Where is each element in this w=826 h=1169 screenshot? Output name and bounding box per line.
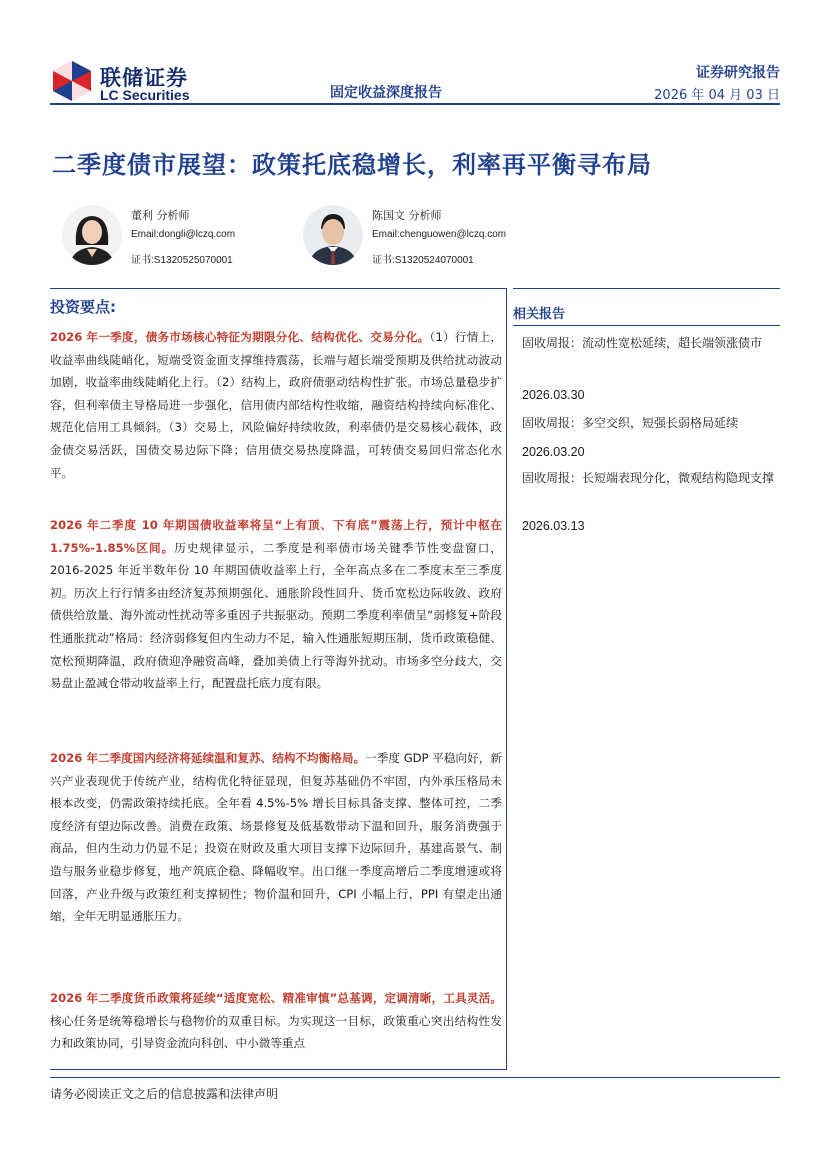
author-photo (303, 205, 363, 265)
report-title: 二季度债市展望：政策托底稳增长，利率再平衡寻布局 (52, 151, 652, 179)
report-series: 证券研究报告 (696, 65, 780, 81)
brand-name-cn: 联储证券 (100, 66, 188, 90)
header-divider (50, 103, 780, 105)
paragraph-lead: 2026 年二季度货币政策将延续“适度宽松、精准审慎”总基调，定调清晰，工具灵活。 (50, 991, 502, 1005)
related-report-date: 2026.03.13 (522, 519, 585, 533)
related-reports-heading: 相关报告 (513, 307, 566, 322)
author-certificate: 证书:S1320524070001 (372, 255, 474, 266)
paragraph-body: 核心任务是统筹稳增长与稳物价的双重目标。为实现这一目标，政策重心突出结构性发力和政策协同，引导资金流向科创、中小微等重点 (50, 1013, 502, 1051)
author-name: 陈国文 分析师 (372, 209, 442, 222)
report-type: 固定收益深度报告 (330, 85, 442, 101)
report-date: 2026 年 04 月 03 日 (654, 88, 780, 103)
main-column-top-rule (50, 288, 506, 289)
brand-name-en: LC Securities (100, 87, 190, 103)
sidebar-top-rule (513, 288, 780, 289)
summary-paragraph (50, 326, 502, 484)
related-report-link[interactable]: 固收周报：流动性宽松延续，超长端领涨债市 (522, 336, 763, 350)
summary-paragraph (50, 747, 502, 928)
related-reports-rule (513, 325, 780, 326)
paragraph-body: 一季度 GDP 平稳向好，新兴产业表现优于传统产业，结构优化特征显现，但复苏基础仍不牢固，内外承压格局未根本改变，仍需政策持续托底。全年看 4.5%-5% 增长目标具备支撑、整体可控，二季度经济有望边际改善。消费在政策、场景修复及低基数带动下温和回升，服务消费强于商品，但内生动力仍显不足；投资在财政及重大项目支撑下边际回升，基建高景气、制造与服务业稳步修复，地产筑底企稳、降幅收窄。出口继一季度高增后二季度增速或将回落，产业升级与政策红利支撑韧性；物价温和回升，CPI 小幅上行，PPI 有望走出通缩，全年无明显通胀压力。 (50, 751, 502, 924)
main-column-bottom-rule (50, 1069, 506, 1070)
related-report-date: 2026.03.30 (522, 388, 585, 402)
summary-paragraph (50, 987, 502, 1055)
summary-paragraph (50, 514, 502, 695)
footer-divider (50, 1077, 780, 1078)
summary-heading: 投资要点: (50, 298, 116, 316)
author-photo (62, 205, 122, 265)
author-email[interactable]: Email:dongli@lczq.com (131, 229, 236, 240)
paragraph-lead: 2026 年二季度国内经济将延续温和复苏、结构不均衡格局。 (50, 751, 366, 765)
lc-logo-icon (52, 60, 92, 102)
author-email[interactable]: Email:chenguowen@lczq.com (372, 229, 507, 240)
related-report-link[interactable]: 固收周报：多空交织，短强长弱格局延续 (522, 416, 739, 430)
paragraph-body: （1）行情上，收益率曲线陡峭化，短端受资金面支撑维持震荡，长端与超长端受预期及供给扰动波动加剧，收益率曲线陡峭化上行。（2）结构上，政府债驱动结构性扩张。市场总量稳步扩容，但利率债主导格局进一步强化，信用债内部结构性收缩，融资结构持续向标准化、规范化信用工具倾斜。（3）交易上，风险偏好持续收敛，利率债仍是交易核心载体，政金债交易活跃，国债交易边际下降；信用债交易热度降温，可转债交易回归常态化水平。 (50, 330, 502, 480)
column-divider (506, 288, 507, 1070)
paragraph-body: 历史规律显示，二季度是利率债市场关键季节性变盘窗口，2016-2025 年近半数年份 10 年期国债收益率上行，全年高点多在二季度末至三季度初。历次上行行情多由经济复苏预期强化、通胀阶段性回升、货币宽松边际收敛、政府债供给放量、海外流动性扰动等多重因子共振驱动。预期二季度利率债呈“弱修复+阶段性通胀扰动”格局：经济弱修复但内生动力不足，输入性通胀短期压制，货币政策稳健、宽松预期降温，政府债迎净融资高峰，叠加美债上行等海外扰动。市场多空分歧大，交易盘止盈减仓带动收益率上行，配置盘托底力度有限。 (50, 540, 502, 691)
paragraph-lead: 2026 年一季度，债务市场核心特征为期限分化、结构优化、交易分化。 (50, 330, 430, 344)
author-certificate: 证书:S1320525070001 (131, 255, 233, 266)
related-report-date: 2026.03.20 (522, 445, 585, 459)
related-report-link[interactable]: 固收周报：长短端表现分化，微观结构隐现支撑 (522, 471, 775, 485)
author-name: 董利 分析师 (131, 209, 190, 222)
footer-disclaimer: 请务必阅读正文之后的信息披露和法律声明 (50, 1087, 279, 1101)
paragraph-lead: 2026 年二季度 10 年期国债收益率将呈“上有顶、下有底”震荡上行，预计中枢在 1.75%-1.85%区间。 (50, 518, 502, 555)
brand-logo (52, 60, 192, 104)
